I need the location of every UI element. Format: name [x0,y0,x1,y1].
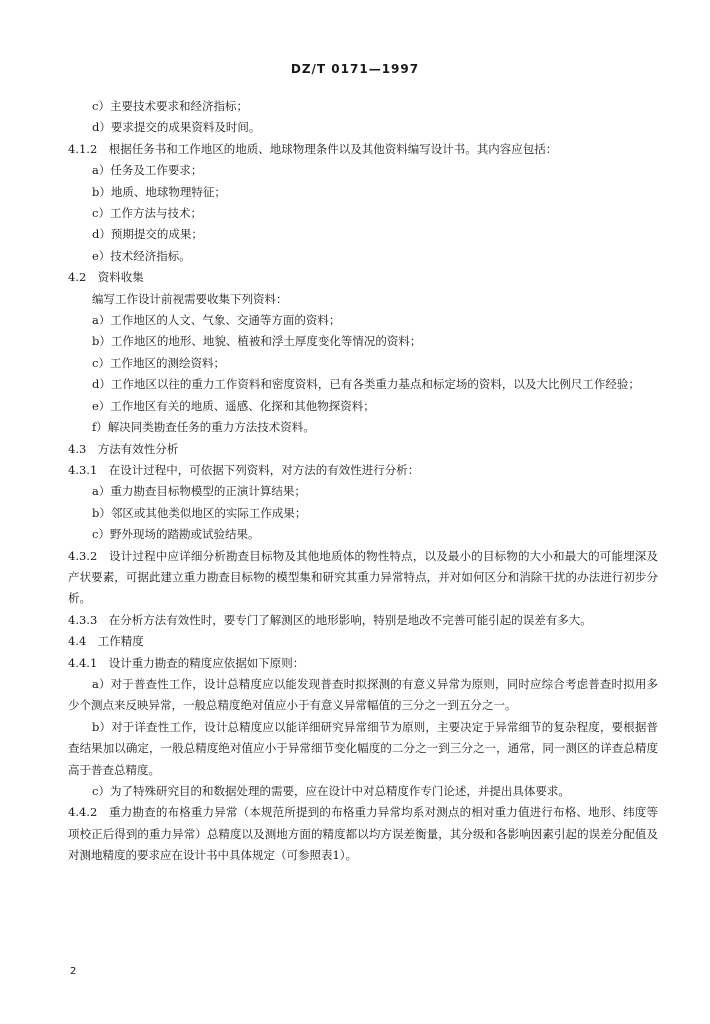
list-item: d）要求提交的成果资料及时间。 [92,120,261,135]
paragraph: 编写工作设计前视需要收集下列资料： [92,291,288,306]
list-item: b）工作地区的地形、地貌、植被和浮土厚度变化等情况的资料； [92,334,422,349]
document-header: DZ/T 0171—1997 [290,62,420,76]
list-item: c）主要技术要求和经济指标； [92,99,248,113]
clause-4-4-2: 4.4.2 重力勘查的布格重力异常（本规范所提到的布格重力异常均系对测点的相对重力值进行布格、地形、纬度等项校正后得到的重力异常）总精度以及测地方面的精度都以均方误差衡量，其分级和各影响因素引起的误差分配值及对测地精度的要求应在设计书中具体规定（可参照表1）。 [68,805,658,863]
list-item: c）为了特殊研究目的和数据处理的需要，应在设计中对总精度作专门论述，并提出具体要求。 [92,784,570,798]
list-item: b）地质、地球物理特征； [92,184,226,199]
list-item: c）野外现场的踏勘或试验结果。 [92,527,260,542]
list-item: c）工作地区的测绘资料； [92,355,225,370]
list-item: b）对于详查性工作，设计总精度应以能详细研究异常细节为原则，主要决定于异常细节的复杂程度，要根据普查结果加以确定，一般总精度绝对值应小于异常细节变化幅度的二分之一到三分之一，通常，同一测区的详查总精度高于普查总精度。 [68,719,658,777]
clause-4-3-2: 4.3.2 设计过程中应详细分析勘查目标物及其他地质体的物性特点，以及最小的目标物的大小和最大的可能埋深及产状要素，可据此建立重力勘查目标物的模型集和研究其重力异常特点，并对如何区分和消除干扰的办法进行初步分析。 [68,548,658,606]
list-item: e）技术经济指标。 [92,248,191,263]
section-heading-4-4: 4.4 工作精度 [68,634,144,649]
clause-4-1-2: 4.1.2 根据任务书和工作地区的地质、地球物理条件以及其他资料编写设计书。其内容应包括： [68,141,558,156]
list-item: d）工作地区以往的重力工作资料和密度资料，已有各类重力基点和标定场的资料，以及大比例尺工作经验； [92,377,640,392]
clause-4-4-1: 4.4.1 设计重力勘查的精度应依据如下原则： [68,655,305,670]
list-item: a）重力勘查目标物模型的正演计算结果； [92,484,306,499]
page-number: 2 [70,966,77,977]
list-item: f）解决同类勘查任务的重力方法技术资料。 [92,420,315,435]
list-item: b）邻区或其他类似地区的实际工作成果； [92,505,307,520]
list-item: a）工作地区的人文、气象、交通等方面的资料； [92,313,341,328]
list-item: c）工作方法与技术； [92,206,202,221]
section-heading-4-3: 4.3 方法有效性分析 [68,441,179,456]
list-item: d）预期提交的成果； [92,227,203,242]
list-item: a）任务及工作要求； [92,163,203,178]
page-body [68,96,658,867]
clause-4-3-1: 4.3.1 在设计过程中，可依据下列资料，对方法的有效性进行分析： [68,462,420,477]
list-item: e）工作地区有关的地质、遥感、化探和其他物探资料； [92,398,375,413]
section-heading-4-2: 4.2 资料收集 [68,270,144,285]
clause-4-3-3: 4.3.3 在分析方法有效性时，要专门了解测区的地形影响，特别是地改不完善可能引起的误差有多大。 [68,612,592,627]
list-item: a）对于普查性工作，设计总精度应以能发现普查时拟探测的有意义异常为原则，同时应综合考虑普查时拟用多少个测点来反映异常，一般总精度绝对值应小于有意义异常幅值的三分之一到五分之一。 [68,676,658,713]
